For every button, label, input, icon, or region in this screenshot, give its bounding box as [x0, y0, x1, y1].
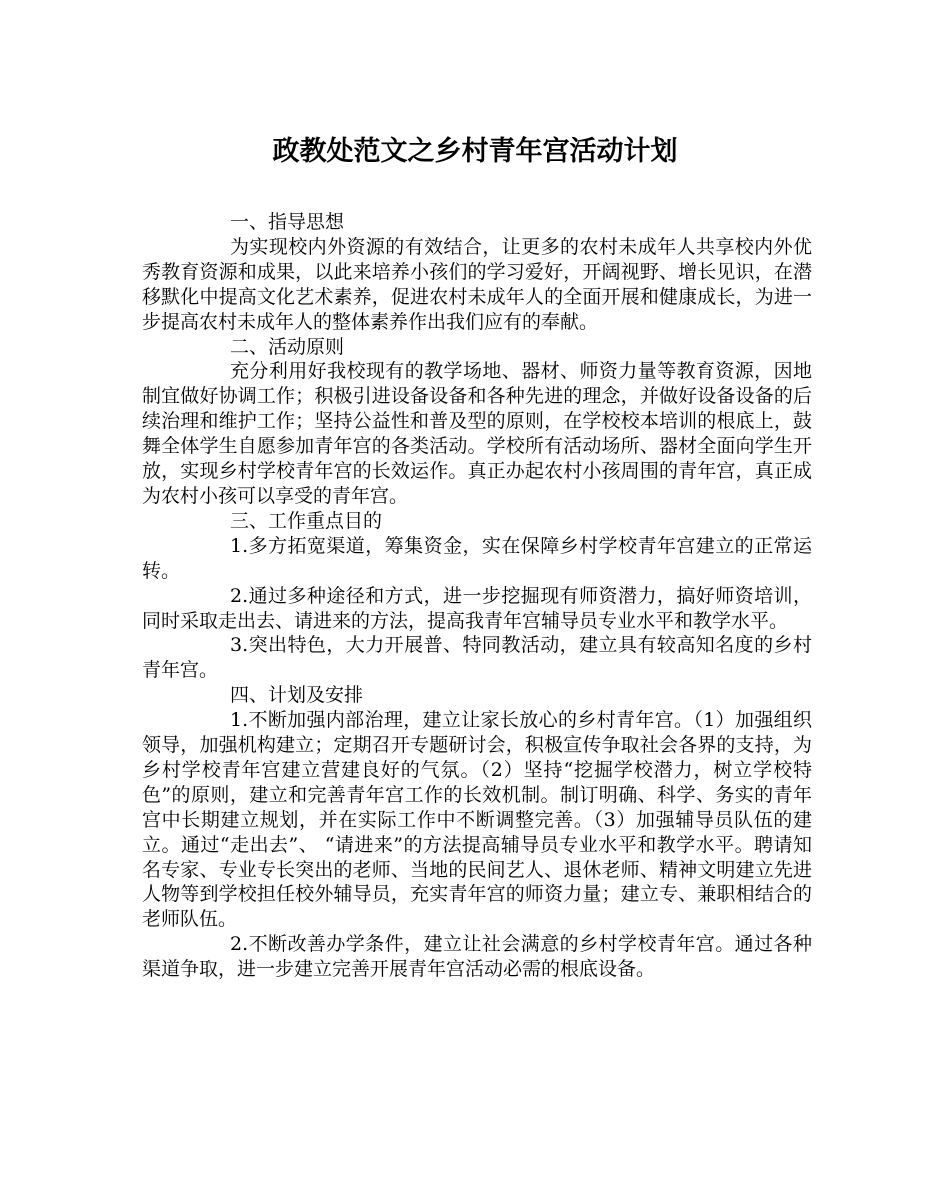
- paragraph-plan-1: 1.不断加强内部治理，建立让家长放心的乡村青年宫。（1）加强组织领导，加强机构建立；定期召开专题研讨会，积极宣传争取社会各界的支持，为乡村学校青年宫建立营建良好的气氛。（2）坚持“挖掘学校潜力，树立学校特色”的原则，建立和完善青年宫工作的长效机制。制订明确、科学、务实的青年宫中长期建立规划，并在实际工作中不断调整完善。（3）加强辅导员队伍的建立。通过“走出去”、 “请进来”的方法提高辅导员专业水平和教学水平。聘请知名专家、专业专长突出的老师、当地的民间艺人、退休老师、精神文明建立先进人物等到学校担任校外辅导员，充实青年宫的师资力量；建立专、兼职相结合的老师队伍。: [142, 709, 812, 931]
- paragraph-activity-principles: 充分利用好我校现有的教学场地、器材、师资力量等教育资源，因地制宜做好协调工作；积极引进设备设备和各种先进的理念，并做好设备设备的后续治理和维护工作；坚持公益性和普及型的原则，在学校校本培训的根底上，鼓舞全体学生自愿参加青年宫的各类活动。学校所有活动场所、器材全面向学生开放，实现乡村学校青年宫的长效运作。真正办起农村小孩周围的青年宫，真正成为农村小孩可以享受的青年宫。: [142, 360, 812, 507]
- document-title: 政教处范文之乡村青年宫活动计划: [272, 136, 678, 167]
- paragraph-goal-1: 1.多方拓宽渠道，筹集资金，实在保障乡村学校青年宫建立的正常运转。: [142, 534, 812, 582]
- paragraph-plan-2: 2.不断改善办学条件，建立让社会满意的乡村学校青年宫。通过各种渠道争取，进一步建立完善开展青年宫活动必需的根底设备。: [142, 933, 812, 981]
- section-heading-plan-arrangements: 四、计划及安排: [230, 684, 364, 707]
- paragraph-guiding-ideology: 为实现校内外资源的有效结合，让更多的农村未成年人共享校内外优秀教育资源和成果，以此来培养小孩们的学习爱好，开阔视野、增长见识，在潜移默化中提高文化艺术素养，促进农村未成年人的全面开展和健康成长，为进一步提高农村未成年人的整体素养作出我们应有的奉献。: [142, 235, 812, 333]
- section-heading-work-goals: 三、工作重点目的: [230, 509, 383, 532]
- section-heading-activity-principles: 二、活动原则: [230, 335, 345, 358]
- section-heading-guiding-ideology: 一、指导思想: [230, 211, 345, 233]
- paragraph-goal-2: 2.通过多种途径和方式，进一步挖掘现有师资潜力，搞好师资培训，同时采取走出去、请进来的方法，提高我青年宫辅导员专业水平和教学水平。: [142, 584, 812, 632]
- paragraph-goal-3: 3.突出特色，大力开展普、特同教活动，建立具有较高知名度的乡村青年宫。: [142, 634, 812, 682]
- document-body: [142, 210, 812, 982]
